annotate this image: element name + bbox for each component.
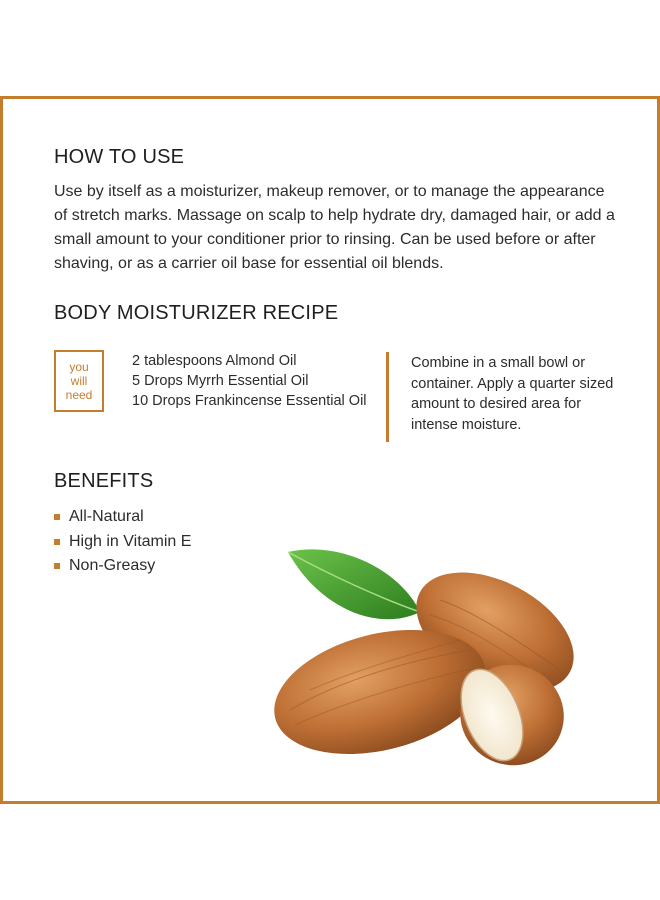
recipe-heading: BODY MOISTURIZER RECIPE	[54, 302, 339, 324]
bullet-icon	[54, 563, 60, 569]
leaf-icon	[288, 549, 420, 619]
ingredient-item: 10 Drops Frankincense Essential Oil	[132, 393, 367, 409]
how-to-use-text: Use by itself as a moisturizer, makeup remover, or to manage the appearance of stretch marks. Massage on scalp to help hydrate dry, damaged hair, or add a small amount to your conditioner prior to rinsing. Can be used before or after shaving, or as a carrier oil base for essential oil blends.	[54, 183, 615, 272]
benefit-item	[54, 530, 191, 555]
you-will-need-badge	[54, 350, 104, 412]
ingredient-list	[132, 351, 367, 411]
badge-word: you	[69, 360, 89, 374]
almonds-with-leaf-illustration	[270, 540, 600, 780]
benefit-item	[54, 554, 191, 579]
benefits-heading: BENEFITS	[54, 470, 154, 492]
badge-word: will	[70, 374, 88, 388]
benefits-list	[54, 505, 191, 579]
benefit-item	[54, 505, 191, 530]
badge-word: need	[65, 388, 93, 402]
bullet-icon	[54, 539, 60, 545]
recipe-divider	[386, 352, 389, 442]
benefit-label: Non-Greasy	[69, 557, 156, 574]
ingredient-item: 5 Drops Myrrh Essential Oil	[132, 373, 309, 389]
how-to-use-heading: HOW TO USE	[54, 146, 185, 168]
ingredient-item: 2 tablespoons Almond Oil	[132, 353, 297, 369]
bullet-icon	[54, 514, 60, 520]
benefit-label: High in Vitamin E	[69, 532, 192, 550]
benefit-label: All-Natural	[69, 508, 144, 525]
recipe-instructions: Combine in a small bowl or container. Apply a quarter sized amount to desired area for intense moisture.	[411, 355, 614, 433]
